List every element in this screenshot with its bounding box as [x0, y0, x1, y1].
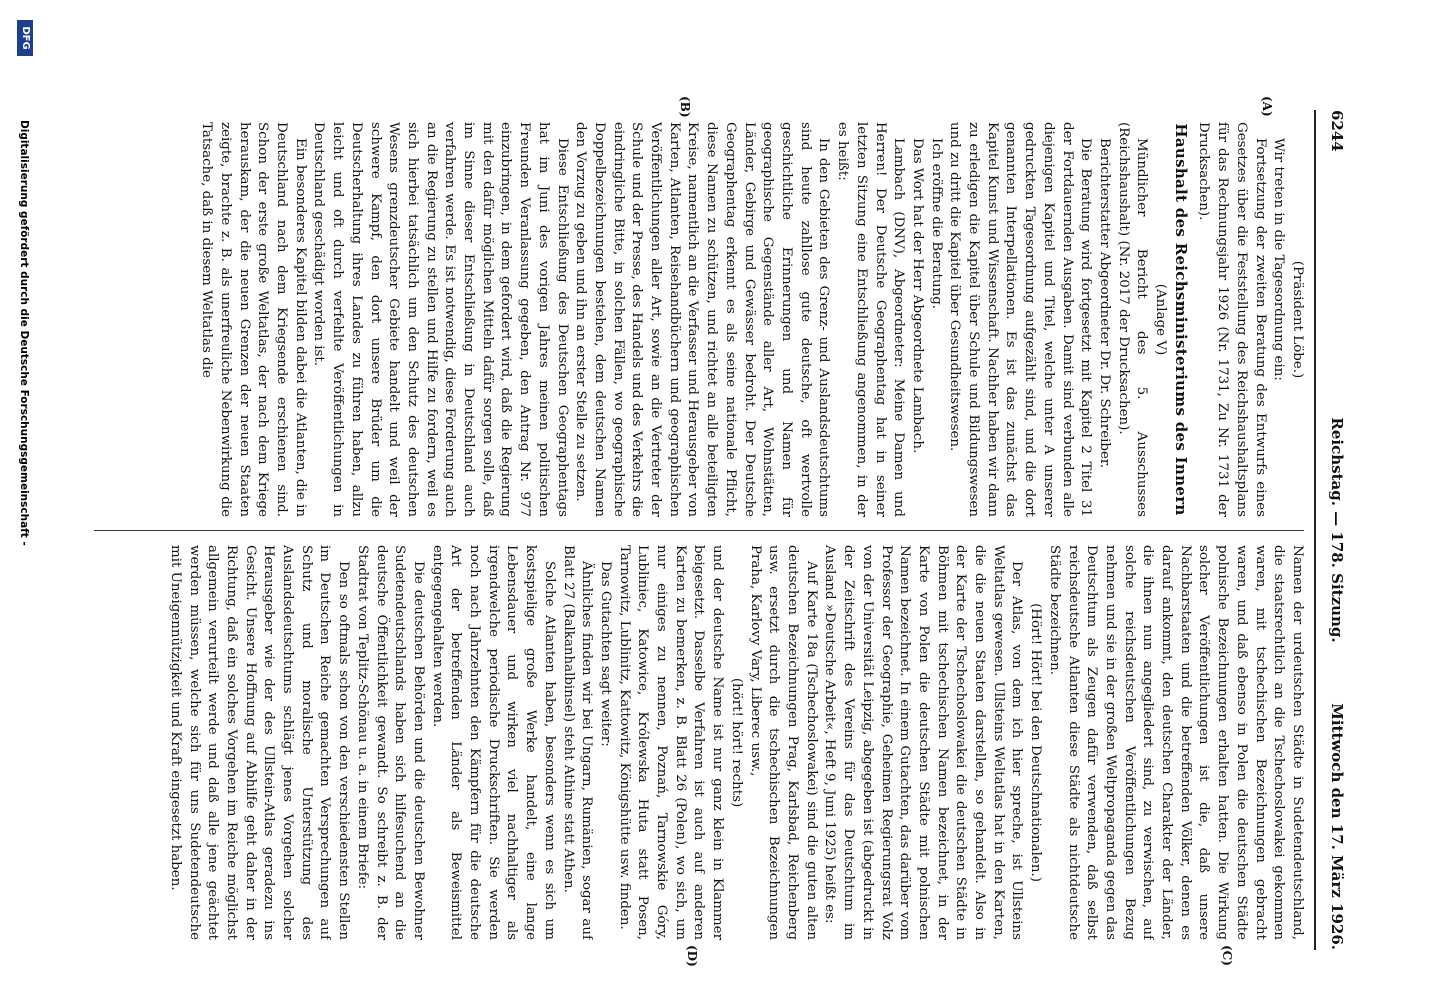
section-heading: Haushalt des Reichsministeriums des Innern	[1171, 123, 1190, 516]
paragraph: Ich eröffne die Beratung.	[928, 138, 944, 310]
margin-letter-a: (A)	[1260, 96, 1274, 117]
interjection: (Hört! Hört! bei den Deutschnationalen.)	[1028, 603, 1044, 882]
paragraph: Ähnliches finden wir bei Ungarn, Rumänien, sogar auf Blatt 27 (Balkanhalbinsel) steht Athine statt Athen.	[560, 545, 595, 940]
paragraph: Diese Entschließung des Deutschen Geographentags hat im Juni des vorigen Jahres meinen politischen Freunden Veranlassung gegeben, den Antrag Nr. 977 einzubringen, in dem gefordert wird, daß die Regierung mit den dafür möglichen Mitteln dafür sorgen solle, daß im Sinne dieser Entschließung in Deutschland auch verfahren werde. Es ist notwendig, diese Forderung auch an die Regierung zu stellen und Hilfe zu fordern, weil es sich hierbei tatsächlich um den Schutz des deutschen Wesens grenzdeutscher Gebiete handelt und weil der schwere Kampf, den dort unsere Brüder um die Deutscherhaltung ihres Landes zu führen haben, allzu leicht und oft durch verfehlte Veröffentlichungen in Deutschland geschädigt worden ist.	[311, 122, 570, 517]
paragraph: Auf Karte 18a (Tschechoslowakei) sind die guten alten deutschen Bezeichnungen Prag, Karlsbad, Reichenberg usw. ersetzt durch die tschechischen Bezeichnungen Praha, Karlovy Vary, Liberec usw.,	[747, 545, 819, 940]
dfg-logo: DFG	[17, 20, 33, 56]
page-number: 6244	[1328, 110, 1346, 152]
paragraph: Die deutschen Behörden und die deutschen Bewohner Sudetendeutschlands haben sich hilfesuchend an die deutsche Öffentlichkeit gewandt. So schreibt z. B. der Stadtrat von Teplitz-Schönau u. a. in einem Briefe:	[354, 545, 426, 940]
digitization-footer	[14, 0, 36, 1000]
paragraph: Den so oftmals schon von den verschiedensten Stellen im Deutschen Reiche gemachten Versprechungen auf Schutz und moralische Unterstützung des Auslandsdeutschtums schlägt jenes Vorgehen solcher Herausgeber wie der des Ullstein-Atlas geradezu ins Gesicht. Unsere Hoffnung auf Abhilfe geht daher in der Richtung, daß ein solches Vorgehen im Reiche möglichst allgemein verurteilt werde und daß alle jene geächtet werden müssen, welche sich für uns Sudetendeutsche mit Uneigennützigkeit und Kraft eingesetzt haben.	[167, 545, 352, 940]
margin-letter-c: (C)	[1220, 945, 1234, 966]
margin-letter-b: (B)	[678, 96, 692, 118]
left-column	[86, 122, 1306, 517]
interjection: (Anlage V)	[1153, 283, 1169, 356]
paragraph: Fortsetzung der zweiten Beratung des Entwurfs eines Gesetzes über die Feststellung des Reichshaushaltsplans für das Rechnungsjahr 1926 (Nr. 1731, Zu Nr. 1731 der Drucksachen).	[1196, 122, 1268, 517]
paragraph: Der Atlas, von dem ich hier spreche, ist Ullsteins Weltatlas gewesen. Ullsteins Weltatlas hat in den Karten, die die neuen Staaten darstellen, so gehandelt. Also in der Karte der Tschechoslowakei die deutschen Städte in Böhmen mit tschechischen Namen bezeichnet, in der Karte von Polen die deutschen Städte mit polnischen Namen bezeichnet. In einem Gutachten, das darüber vom Professor der Geographie, Geheimen Regierungsrat Volz von der Universität Leipzig, abgegeben ist (abgedruckt in der Zeitschrift des Vereins für das Deutschtum im Ausland »Deutsche Arbeit«, Heft 9, Juni 1925) heißt es:	[822, 545, 1025, 940]
session-title: Reichstag. — 178. Sitzung.	[1328, 417, 1346, 643]
paragraph: Wir treten in die Tagesordnung ein:	[1271, 138, 1287, 381]
column-divider	[94, 530, 1304, 531]
paragraph: In den Gebieten des Grenz- und Auslandsdeutschtums sind heute zahllose gute deutsche, oft wertvolle geschichtliche Erinnerungen und Namen für geographische Gegenstände aller Art, Wohnstätten, Länder, Gebirge und Gewässer bedroht. Der Deutsche Geographentag erkennt es als seine nationale Pflicht, diese Namen zu schützen, und richtet an alle beteiligten Kreise, namentlich an die Verfasser und Herausgeber von Karten, Atlanten, Reisehandbüchern und geographischen Veröffentlichungen aller Art, sowie an die Vertreter der Schule und der Presse, des Handels und des Verkehrs die eindringliche Bitte, in solchen Fällen, wo geographische Doppelbezeichnungen bestehen, dem deutschen Namen den Vorzug zu geben und ihn an erster Stelle zu setzen.	[573, 122, 832, 517]
paragraph: Lambach (DNV), Abgeordneter: Meine Damen und Herren! Der Deutsche Geographentag hat in seiner letzten Sitzung eine Entschließung angenommen, in der es heißt:	[835, 122, 907, 517]
paragraph: Berichterstatter Abgeordneter Dr. Dr. Schreiber.	[1096, 138, 1112, 469]
footer-text: Digitalisierung gefördert durch die Deutsche Forschungsgemeinschaft -	[18, 120, 30, 546]
session-date: Mittwoch den 17. März 1926.	[1328, 703, 1346, 950]
paragraph: Solche Atlanten haben, besonders wenn es sich um kostspielige große Werke handelt, eine lange Lebensdauer und wirken viel nachhaltiger als irgendwelche periodische Druckschriften. Sie werden noch nach Jahrzehnten den Kämpfern für die deutsche Art der betreffenden Länder als Beweismittel entgegengehalten werden.	[429, 545, 557, 940]
paragraph: Die Beratung wird fortgesetzt mit Kapitel 2 Titel 31 der Fortdauernden Ausgaben. Damit sind verbunden alle diejenigen Kapitel und Titel, welche unter A unserer gedruckten Tagesordnung aufgezählt sind, und die dort genannten Interpellationen. Es ist das zunächst das Kapitel Kunst und Wissenschaft. Nachher haben wir dann zu erledigen die Kapitel über Schule und Bildungswesen und zu dritt die Kapitel über Gesundheitswesen.	[947, 122, 1094, 517]
paragraph: Mündlicher Bericht des 5. Ausschusses (Reichshaushalt) (Nr. 2017 der Drucksachen).	[1115, 122, 1150, 517]
margin-letter-d: (D)	[685, 945, 699, 967]
interjection: (hört! hört! rechts)	[728, 677, 744, 808]
page-header	[1314, 110, 1356, 950]
paragraph: Das Gutachten sagt weiter:	[597, 561, 613, 747]
paragraph: und der deutsche Name ist nur ganz klein in Klammer beigesetzt. Dasselbe Verfahren ist auch auf anderen Karten zu bemerken, z. B. Blatt 26 (Polen), wo sich, um nur einiges zu nennen, Poznań, Tarnowskie Góry, Lubliniec, Katowice, Królewska Huta statt Posen, Tarnowitz, Lublinitz, Kattowitz, Königshütte usw. finden.	[616, 545, 726, 940]
speaker-label: (Präsident Löbe.)	[1290, 260, 1305, 379]
paragraph: Das Wort hat der Herr Abgeordnete Lambach.	[909, 138, 925, 454]
paragraph: Ein besonderes Kapitel bilden dabei die Atlanten, die in Deutschland nach dem Kriegsende erschienen sind. Schon der erste große Weltatlas, der nach dem Kriege herauskam, der die neuen Grenzen der neuen Staaten zeigte, brachte z. B. als unerfreuliche Nebenwirkung die Tatsache, daß in diesem Weltatlas die	[199, 122, 308, 517]
right-column	[86, 545, 1306, 940]
paragraph: Namen der urdeutschen Städte in Sudetendeutschland, die staatsrechtlich an die Tschechoslowakei gekommen waren, mit tschechischen Bezeichnungen gebracht waren, und daß ebenso in Polen die deutschen Städte polnische Bezeichnungen erhalten hatten. Die Wirkung solcher Veröffentlichungen ist die, daß unsere Nachbarstaaten und die betreffenden Völker, denen es darauf ankommt, den deutschen Charakter der Länder, die ihnen nun angegliedert sind, zu verwischen, auf solche reichsdeutschen Veröffentlichungen Bezug nehmen und sie in der großen Weltpropaganda gegen das Deutschtum als Zeugen dafür verwenden, daß selbst reichsdeutsche Atlanten diese Städte als nichtdeutsche Städte bezeichnen.	[1046, 545, 1305, 940]
